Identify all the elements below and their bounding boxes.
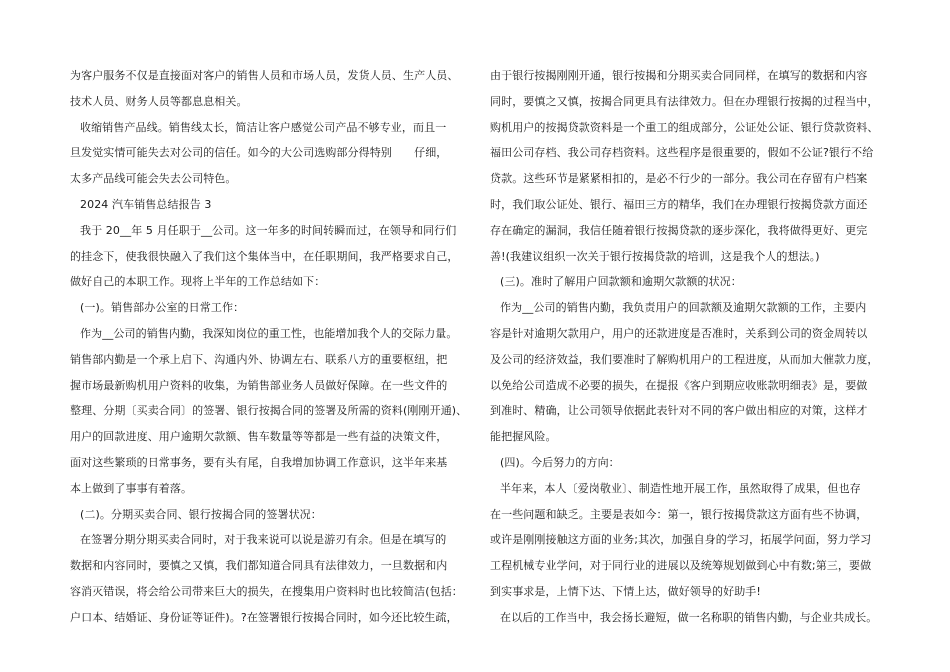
text-line: 或许是刚刚接触这方面的业务;其次，加强自身的学习，拓展学问面，努力学习	[490, 533, 872, 547]
text-line: 收缩销售产品线。销售线太长，简洁让客户感觉公司产品不够专业，而且一	[80, 120, 447, 134]
text-line: 在以后的工作当中，我会扬长避短，做一名称职的销售内勤，与企业共成长。	[500, 610, 878, 624]
right-text-column	[490, 63, 882, 631]
text-line: 善!(我建议组织一次关于银行按揭贷款的培训，这是我个人的想法。)	[490, 249, 820, 263]
text-line: 旦发觉实情可能失去对公司的信任。如今的大公司选购部分得特别 仔细，	[70, 146, 448, 160]
text-line: 半年来，本人〔爱岗敬业〕、制造性地开展工作，虽然取得了成果，但也存	[500, 481, 861, 495]
text-line: (三)。准时了解用户回款额和逾期欠款额的状况：	[500, 275, 742, 289]
text-line: 的挂念下，使我很快融入了我们这个集体当中，在任职期间，我严格要求自己，	[70, 249, 459, 263]
left-text-column	[70, 63, 470, 631]
text-line: 整理、分期〔买卖合同〕的签署、银行按揭合同的签署及所需的资料(刚刚开通)、	[70, 404, 468, 418]
text-line: 能把握风险。	[490, 430, 557, 444]
text-line: 存在确定的漏洞，我信任随着银行按揭贷款的逐步深化，我将做得更好、更完	[490, 223, 868, 237]
text-line: 做好自己的本职工作。现将上半年的工作总结如下：	[70, 275, 326, 289]
text-line: 面对这些繁琐的日常事务，要有头有尾，自我增加协调工作意识，这半年来基	[70, 455, 448, 469]
text-line: 容是针对逾期欠款用户，用户的还款进度是否准时，关系到公司的资金周转以	[490, 326, 868, 340]
text-line: 及公司的经济效益，我们要准时了解购机用户的工程进度，从而加大催款力度，	[490, 352, 879, 366]
text-line: 福田公司存档、我公司存档资料。这些程序是很重要的，假如不公证?银行不给	[490, 146, 874, 160]
text-line: 作为__公司的销售内勤，我深知岗位的重工性，也能增加我个人的交际力量。	[80, 326, 458, 340]
text-line: 数据和内容同时，要慎之又慎，我们都知道合同具有法律效力，一旦数据和内	[70, 559, 448, 573]
text-line: 为客户服务不仅是直接面对客户的销售人员和市场人员，发货人员、生产人员、	[70, 69, 459, 82]
text-line: (一)。销售部办公室的日常工作：	[80, 301, 245, 315]
text-line: (二)。分期买卖合同、银行按揭合同的签署状况：	[80, 507, 322, 521]
text-line: 户口本、结婚证、身份证等证件)。?在签署银行按揭合同时，如今还比较生疏，	[70, 610, 458, 624]
text-line: 握市场最新购机用户资料的收集，为销售部业务人员做好保障。在一些文件的	[70, 378, 448, 392]
text-line: 时，我们取公证处、银行、福田三方的精华，我们在办理银行按揭贷款方面还	[490, 197, 868, 211]
text-line: 工程机械专业学问，对于同行业的进展以及统筹规划做到心中有数;第三，要做	[490, 559, 872, 573]
text-line: 太多产品线可能会失去公司特色。	[70, 172, 237, 186]
text-line: 技术人员、财务人员等都息息相关。	[70, 94, 248, 108]
text-line: 到准时、精确，让公司领导依据此表针对不同的客户做出相应的对策，这样才	[490, 404, 868, 418]
text-line: 以免给公司造成不必要的损失，在提报《客户到期应收账款明细表》是，要做	[490, 378, 868, 392]
text-line: 到实事求是，上情下达、下情上达，做好领导的好助手!	[490, 584, 761, 598]
text-line: 由于银行按揭刚刚开通，银行按揭和分期买卖合同同样，在填写的数据和内容	[490, 69, 868, 82]
text-line: 用户的回款进度、用户逾期欠款额、售车数量等等都是一些有益的决策文件，	[70, 430, 448, 444]
text-line: 2024 汽车销售总结报告 3	[80, 197, 212, 211]
text-line: (四)。今后努力的方向：	[500, 455, 620, 469]
text-line: 我于 20__年 5 月任职于__公司。这一年多的时间转瞬而过，在领导和同行们	[80, 223, 457, 237]
text-line: 在一些问题和缺乏。主要是表如今：第一，银行按揭贷款这方面有些不协调，	[490, 507, 868, 521]
text-line: 同时，要慎之又慎，按揭合同更具有法律效力。但在办理银行按揭的过程当中，	[490, 94, 879, 108]
text-line: 在签署分期分期买卖合同时，对于我来说可以说是游刃有余。但是在填写的	[80, 533, 447, 547]
text-line: 销售部内勤是一个承上启下、沟通内外、协调左右、联系八方的重要枢纽，把	[70, 352, 448, 366]
text-line: 本上做到了事事有着落。	[70, 481, 193, 495]
text-line: 购机用户的按揭贷款资料是一个重工的组成部分，公证处公证、银行贷款资料、	[490, 120, 879, 134]
text-line: 作为__公司的销售内勤，我负责用户的回款额及逾期欠款额的工作，主要内	[500, 301, 867, 315]
text-line: 贷款。这些环节是紧紧相扣的，是必不行少的一部分。我公司在存留有户档案	[490, 172, 868, 186]
text-line: 容消灭错误，将会给公司带来巨大的损失，在搜集用户资料时也比较简洁(包括：	[70, 584, 463, 598]
